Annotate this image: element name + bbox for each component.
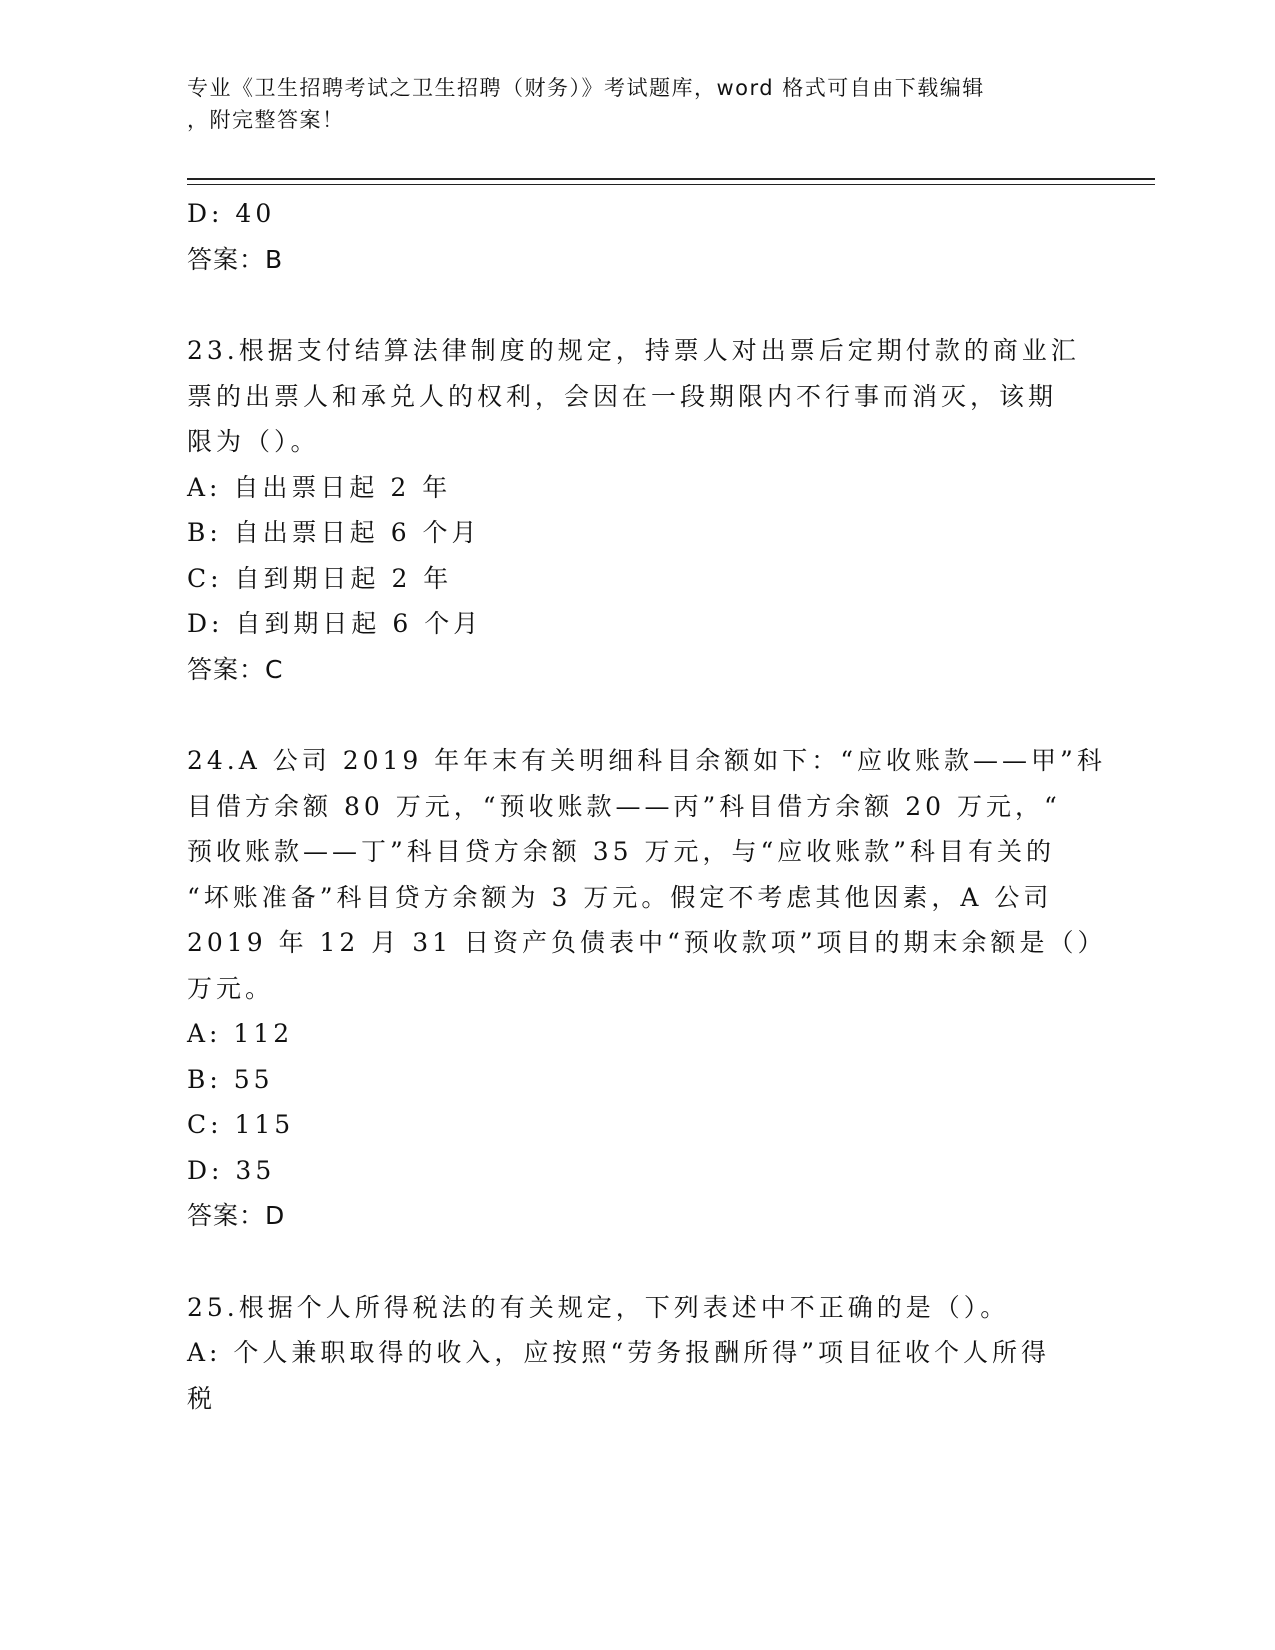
question-24-option-a: A: 112 [187, 1019, 294, 1048]
spacer [187, 692, 1077, 738]
question-25-option-a-line-2: 税 [187, 1383, 217, 1413]
question-24-option-b: B: 55 [187, 1064, 274, 1094]
question-24 [187, 738, 1107, 1239]
question-24-line-4: “坏账准备”科目贷方余额为 3 万元。假定不考虑其他因素，A 公司 [187, 882, 1053, 912]
question-24-line-6: 万元。 [187, 973, 275, 1003]
question-24-option-d: D: 35 [187, 1155, 276, 1185]
prev-option-d: D: 40 [187, 199, 276, 228]
spacer [187, 282, 1077, 328]
question-23 [187, 328, 1080, 692]
header-divider-bottom [187, 184, 1155, 185]
question-23-line-3: 限为（）。 [187, 427, 320, 456]
header-line-1: 专业《卫生招聘考试之卫生招聘（财务）》考试题库，word 格式可自由下载编辑 [187, 76, 985, 100]
question-24-line-1: 24.A 公司 2019 年年末有关明细科目余额如下：“应收账款——甲”科 [187, 746, 1106, 775]
question-23-option-b: B: 自出票日起 6 个月 [187, 518, 481, 547]
question-content [187, 191, 1107, 1421]
document-header [187, 72, 1067, 136]
question-25 [187, 1285, 1077, 1422]
question-25-line-1: 25.根据个人所得税法的有关规定，下列表述中不正确的是（）。 [187, 1292, 1010, 1322]
question-23-line-2: 票的出票人和承兑人的权利，会因在一段期限内不行事而消灭，该期 [187, 381, 1058, 411]
question-24-line-3: 预收账款——丁”科目贷方余额 35 万元，与“应收账款”科目有关的 [187, 837, 1056, 866]
question-24-line-5: 2019 年 12 月 31 日资产负债表中“预收款项”项目的期末余额是（） [187, 928, 1107, 957]
question-23-option-a: A: 自出票日起 2 年 [187, 472, 452, 502]
spacer [187, 1239, 1077, 1285]
prev-answer: 答案：B [187, 244, 284, 274]
question-24-answer: 答案：D [187, 1201, 286, 1230]
header-line-2: ，附完整答案！ [187, 108, 345, 132]
question-24-option-c: C: 115 [187, 1110, 295, 1139]
question-24-line-2: 目借方余额 80 万元，“预收账款——丙”科目借方余额 20 万元，“ [187, 791, 1061, 821]
question-23-line-1: 23.根据支付结算法律制度的规定，持票人对出票后定期付款的商业汇 [187, 336, 1080, 365]
question-23-answer: 答案：C [187, 654, 284, 684]
question-23-option-c: C: 自到期日起 2 年 [187, 563, 453, 593]
question-23-option-d: D: 自到期日起 6 个月 [187, 609, 483, 638]
header-divider-top [187, 178, 1155, 180]
question-25-option-a-line-1: A: 个人兼职取得的收入，应按照“劳务报酬所得”项目征收个人所得 [187, 1338, 1050, 1367]
